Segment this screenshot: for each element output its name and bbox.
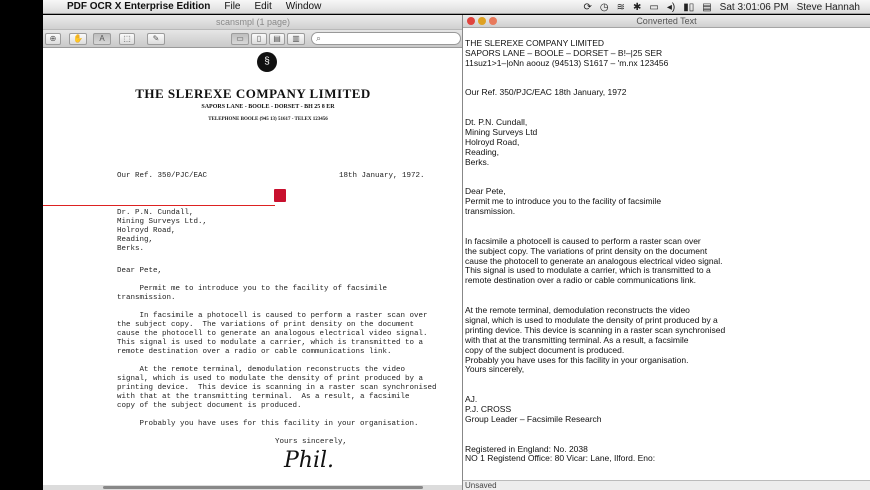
converted-title-bar [463,15,870,28]
recipient-line: Dr. P.N. Cundall, [117,209,194,217]
paragraph-line: cause the photocell to generate an analogous electrical video signal. [117,330,428,338]
menu-bar [43,0,870,14]
close-icon[interactable] [467,17,475,25]
converted-text-line: This signal is used to modulate a carrier, which is transmitted to a [465,265,711,276]
converted-text-line: printing device. This device is scanning in a raster scan synchronised [465,324,726,335]
menu-file[interactable]: File [224,1,241,12]
paragraph-line: In facsimile a photocell is caused to perform a raster scan over [117,312,428,320]
bluetooth-icon[interactable]: ✱ [633,1,642,13]
converted-text-line [465,69,865,79]
recipient-line: Holroyd Road, [117,227,176,235]
status-bar: Unsaved [463,480,870,490]
sync-icon[interactable]: ⟳ [583,1,592,13]
paragraph-line: At the remote terminal, demodulation reconstructs the video [117,366,406,374]
converted-text-line: 11suz1>1–|oNn aoouz (94513) S1617 – 'm.nx 123456 [465,57,669,68]
letter-telephone: TELEPHONE BOOLE (945 13) 51617 - TELEX 123456 [208,117,328,122]
converted-text-line: copy of the subject document is produced. [465,344,625,355]
converted-text-line: Mining Surveys Ltd [465,127,538,138]
paragraph-line: signal, which is used to modulate the density of print produced by a [117,375,424,383]
letter-date: 18th January, 1972. [339,172,425,180]
sidebar-view-icon[interactable]: ▥ [287,33,305,45]
converted-text-line: Group Leader – Facsimile Research [465,413,602,424]
marquee-select-icon[interactable]: ⬚ [119,33,135,45]
converted-text-line [465,375,865,385]
converted-text-line: Reading, [465,146,500,157]
letter-ref: Our Ref. 350/PJC/EAC [117,172,208,180]
document-window [43,15,463,490]
selection-line [43,205,275,206]
converted-text-line [465,168,865,178]
converted-text-line: Our Ref. 350/PJC/EAC 18th January, 1972 [465,87,627,98]
converted-text-line [465,217,865,227]
converted-text-window [462,15,870,490]
letter-address: SAPORS LANE - BOOLE - DORSET - BH 25 8 ER [201,104,335,110]
zoom-window-icon[interactable] [489,17,497,25]
letter-company-name: THE SLEREXE COMPANY LIMITED [135,86,371,101]
paragraph-line: with that at the transmitting terminal. As a result, a facsimile [117,393,410,401]
recipient-line: Berks. [117,245,145,253]
display-icon[interactable]: ▭ [649,1,659,13]
company-logo-icon: § [257,52,277,72]
converted-title: Converted Text [636,16,697,26]
converted-text-line [465,98,865,108]
paragraph-line: This signal is used to modulate a carrier, which is transmitted to a [117,339,424,347]
converted-text-line: signal, which is used to modulate the density of print produced by a [465,314,718,325]
converted-text-line: Yours sincerely, [465,364,525,375]
converted-text-line [465,425,865,435]
recipient-line: Mining Surveys Ltd., [117,218,208,226]
document-toolbar [43,30,463,48]
converted-text-line: In facsimile a photocell is caused to perform a raster scan over [465,235,701,246]
annotate-icon[interactable]: ✎ [147,33,165,45]
recipient-line: Reading, [117,236,154,244]
scanned-letter-page [43,49,463,490]
converted-text-line: with that at the transmitting terminal. As a result, a facsimile [465,334,689,345]
converted-text-line: Berks. [465,156,490,167]
converted-text-line: cause the photocell to generate an analogous electrical video signal. [465,255,723,266]
converted-text-line: Permit me to introduce you to the facility of facsimile [465,196,662,207]
user-name[interactable]: Steve Hannah [796,1,860,13]
app-menu[interactable]: PDF OCR X Enterprise Edition [67,1,211,12]
time-machine-icon[interactable]: ◷ [599,1,609,13]
selection-marker-icon[interactable] [274,189,286,202]
converted-text-line: Registered in England: No. 2038 [465,443,588,454]
paragraph-line: Permit me to introduce you to the facility of facsimile [117,285,388,293]
status-area [583,0,860,14]
converted-text-line: THE SLEREXE COMPANY LIMITED [465,38,605,48]
converted-text-area[interactable] [465,39,865,464]
converted-text-line: transmission. [465,206,516,217]
converted-text-line [465,286,865,296]
search-icon: ⌕ [316,33,322,43]
single-page-view-icon[interactable]: ▭ [231,33,249,45]
minimize-icon[interactable] [478,17,486,25]
paragraph-line: Probably you have uses for this facility in your organisation. [117,420,419,428]
menu-window[interactable]: Window [285,1,322,12]
thumbnail-view-icon[interactable]: ▤ [269,33,285,45]
converted-text-line: remote destination over a radio or cable communications link. [465,275,697,286]
clock[interactable]: Sat 3:01:06 PM [719,1,789,13]
paragraph-line: remote destination over a radio or cable communications link. [117,348,392,356]
volume-icon[interactable]: ◂) [666,1,676,13]
paragraph-line: the subject copy. The variations of print density on the document [117,321,415,329]
wifi-icon[interactable]: ≋ [616,1,625,13]
signature: Phil. [284,448,335,473]
window-controls [467,17,497,25]
battery-icon[interactable]: ▮▯ [683,1,695,13]
search-input[interactable] [311,32,461,45]
paragraph-line: copy of the subject document is produced. [117,402,302,410]
converted-text-line: SAPORS LANE – BOOLE – DORSET – B!–|25 SER [465,47,663,58]
horizontal-scrollbar[interactable] [43,485,463,490]
document-title: scansmpl (1 page) [43,15,463,30]
paragraph-line: transmission. [117,294,176,302]
converted-text-line: Probably you have uses for this facility in your organisation. [465,354,689,365]
converted-text-line [465,385,865,395]
converted-text-line: Dt. P.N. Cundall, [465,117,528,128]
text-select-icon[interactable]: A [93,33,111,45]
scrollbar-thumb[interactable] [103,486,423,489]
hand-tool-icon[interactable]: ✋ [69,33,87,45]
menu-edit[interactable]: Edit [254,1,272,12]
converted-text-line: the subject copy. The variations of print density on the document [465,245,708,256]
converted-text-line [465,177,865,187]
converted-text-line: AJ. [465,394,478,405]
zoom-icon[interactable]: ⊕ [45,33,61,45]
converted-text-line: P.J. CROSS [465,403,512,414]
letter-salutation: Dear Pete, [117,267,163,275]
converted-text-line: At the remote terminal, demodulation reconstructs the video [465,305,690,316]
converted-text-line: Dear Pete, [465,186,506,197]
paragraph-line: printing device. This device is scanning in a raster scan synchronised [117,384,437,392]
converted-text-line: NO 1 Registend Office: 80 Vicar: Lane, Ilford. Eno: [465,453,656,464]
converted-text-line: Holroyd Road, [465,136,520,147]
letter-closing: Yours sincerely, [275,438,348,446]
two-page-view-icon[interactable]: ▯ [251,33,267,45]
flag-icon[interactable]: ▤ [702,1,712,13]
